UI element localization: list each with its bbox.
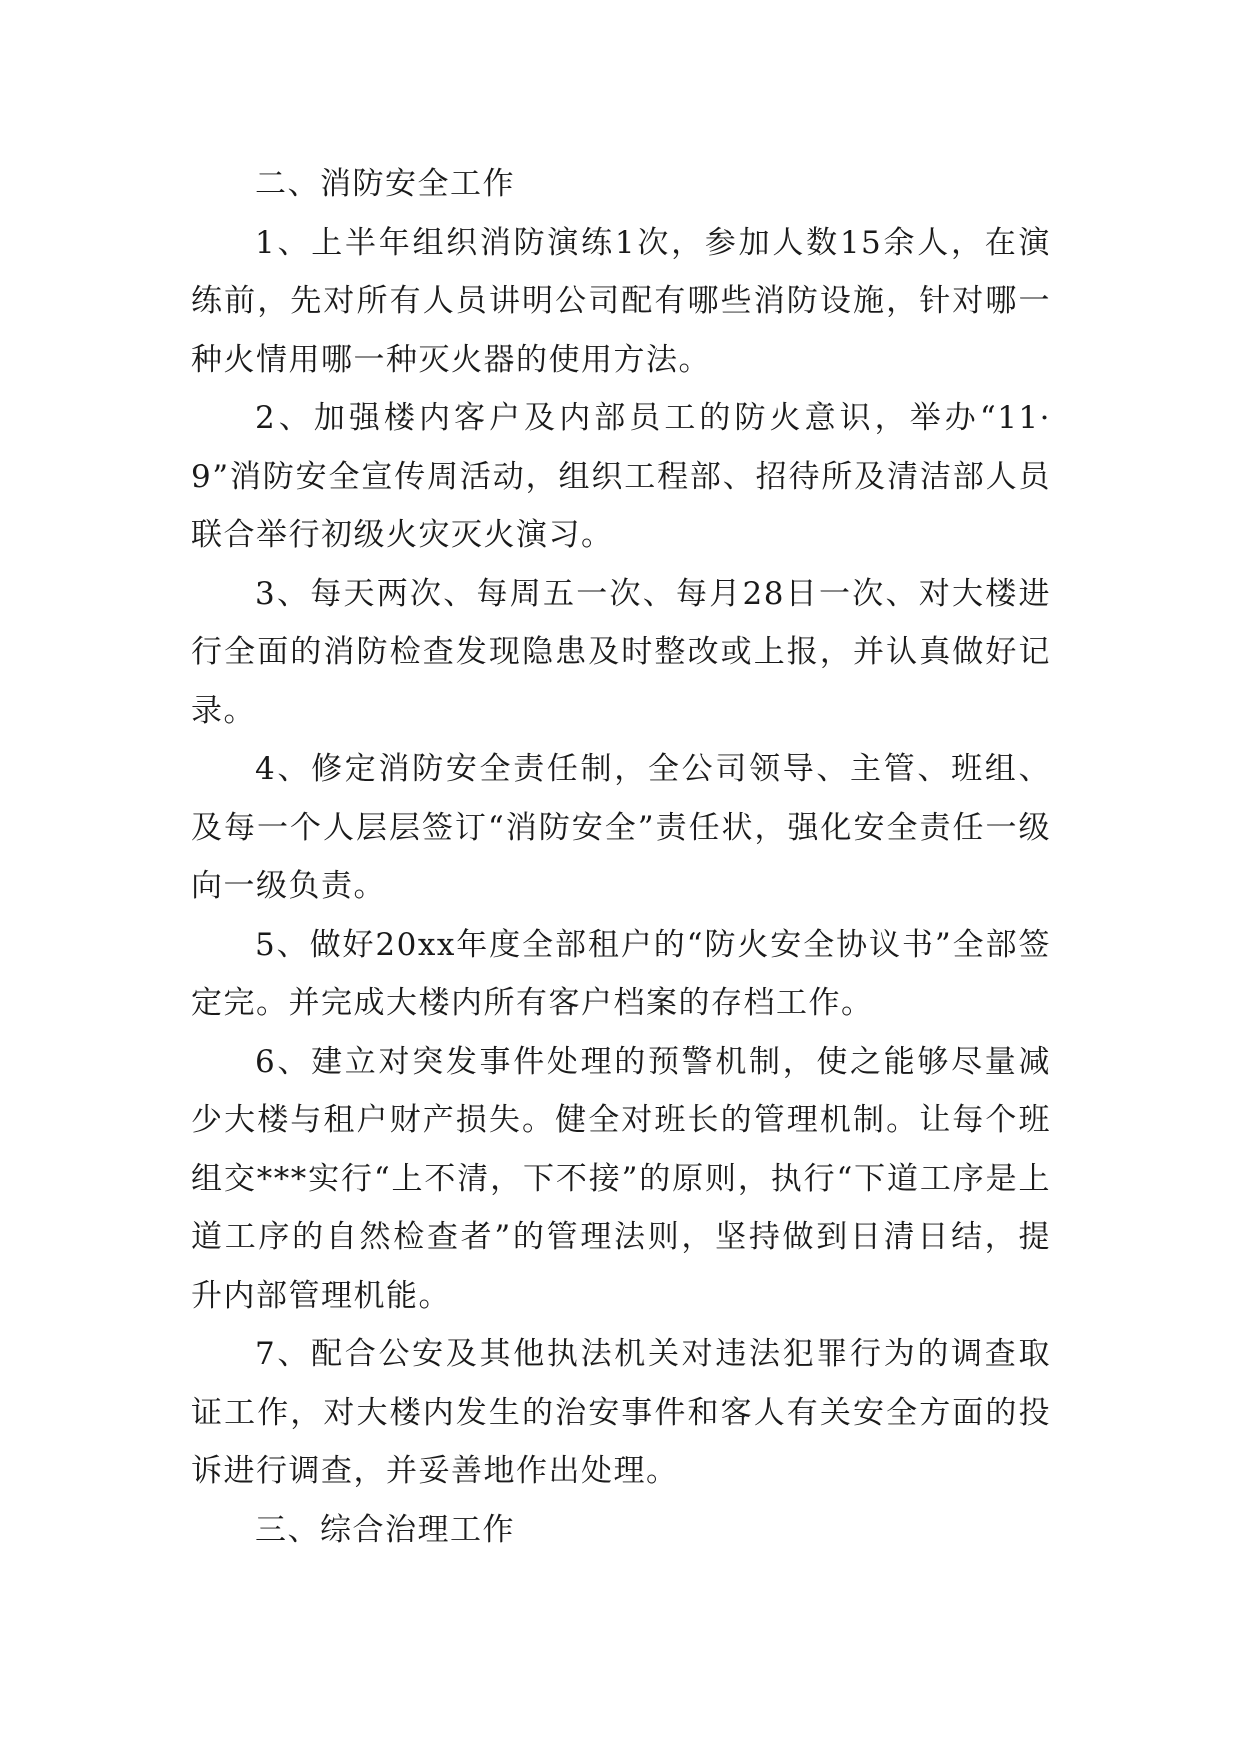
section-heading-fire-safety: 二、消防安全工作 (255, 166, 515, 202)
fire-safety-item-5: 5、做好20xx年度全部租户的“防火安全协议书”全部签定完。并完成大楼内所有客户档案的存档工作。 (191, 926, 1051, 1021)
document-body (191, 155, 1051, 1559)
fire-safety-item-7: 7、配合公安及其他执法机关对违法犯罪行为的调查取证工作，对大楼内发生的治安事件和客人有关安全方面的投诉进行调查，并妥善地作出处理。 (191, 1336, 1051, 1489)
fire-safety-item-6: 6、建立对突发事件处理的预警机制，使之能够尽量减少大楼与租户财产损失。健全对班长的管理机制。让每个班组交***实行“上不清，下不接”的原则，执行“下道工序是上道工序的自然检查者”的管理法则，坚持做到日清日结，提升内部管理机能。 (191, 1043, 1051, 1314)
fire-safety-item-4: 4、修定消防安全责任制，全公司领导、主管、班组、及每一个人层层签订“消防安全”责任状，强化安全责任一级向一级负责。 (191, 751, 1051, 904)
fire-safety-item-3: 3、每天两次、每周五一次、每月28日一次、对大楼进行全面的消防检查发现隐患及时整改或上报，并认真做好记录。 (191, 575, 1051, 729)
fire-safety-item-2: 2、加强楼内客户及内部员工的防火意识，举办“11·9”消防安全宣传周活动，组织工程部、招待所及清洁部人员联合举行初级火灾灭火演习。 (191, 400, 1051, 553)
fire-safety-item-1: 1、上半年组织消防演练1次，参加人数15余人，在演练前，先对所有人员讲明公司配有哪些消防设施，针对哪一种火情用哪一种灭火器的使用方法。 (191, 224, 1051, 378)
section-heading-comprehensive-governance: 三、综合治理工作 (255, 1511, 515, 1548)
